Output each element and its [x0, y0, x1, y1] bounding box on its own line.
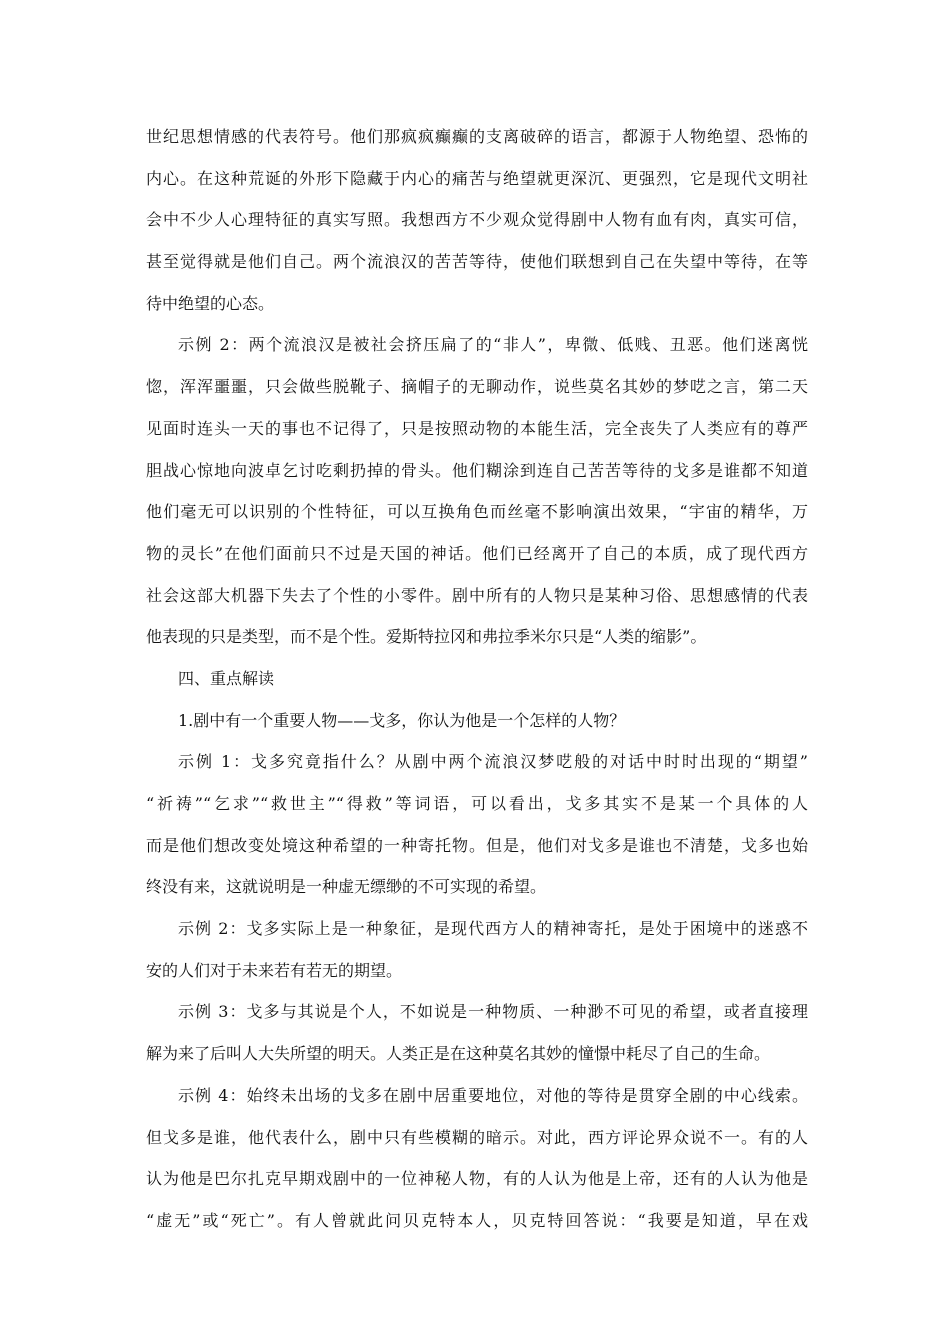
- text-line: 胆战心惊地向波卓乞讨吃剩扔掉的骨头。他们糊涂到连自己苦苦等待的戈多是谁都不知道: [146, 460, 808, 480]
- text-line: 甚至觉得就是他们自己。两个流浪汉的苦苦等待，使他们联想到自己在失望中等待，在等: [146, 252, 808, 272]
- text-line: 示例 2：戈多实际上是一种象征，是现代西方人的精神寄托，是处于困境中的迷惑不: [178, 919, 808, 939]
- text-line: 他们毫无可以识别的个性特征，可以互换角色而丝毫不影响演出效果，“宇宙的精华，万: [146, 502, 808, 522]
- text-line: 示例 3：戈多与其说是个人，不如说是一种物质、一种渺不可见的希望，或者直接理: [178, 1002, 808, 1022]
- body-text: [146, 116, 808, 1242]
- text-line: “虚无”或“死亡”。有人曾就此问贝克特本人，贝克特回答说：“我要是知道，早在戏: [146, 1210, 808, 1230]
- text-line: 终没有来，这就说明是一种虚无缥缈的不可实现的希望。: [146, 877, 547, 897]
- text-line: 世纪思想情感的代表符号。他们那疯疯癫癫的支离破碎的语言，都源于人物绝望、恐怖的: [146, 127, 808, 146]
- text-line: “祈祷”“乞求”“救世主”“得救”等词语，可以看出，戈多其实不是某一个具体的人: [146, 794, 808, 813]
- text-line: 示例 2：两个流浪汉是被社会挤压扁了的“非人”，卑微、低贱、丑恶。他们迷离恍: [178, 335, 808, 355]
- text-line: 内心。在这种荒诞的外形下隐藏于内心的痛苦与绝望就更深沉、更强烈，它是现代文明社: [146, 168, 808, 188]
- text-line: 但戈多是谁，他代表什么，剧中只有些模糊的暗示。对此，西方评论界众说不一。有的人: [146, 1127, 808, 1147]
- text-line: 1.剧中有一个重要人物——戈多，你认为他是一个怎样的人物？: [178, 710, 626, 730]
- text-line: 惚，浑浑噩噩，只会做些脱靴子、摘帽子的无聊动作，说些莫名其妙的梦呓之言，第二天: [146, 377, 808, 397]
- text-line: 四、重点解读: [178, 668, 275, 688]
- text-line: 示例 4：始终未出场的戈多在剧中居重要地位，对他的等待是贯穿全剧的中心线索。: [178, 1085, 808, 1105]
- text-line: 见面时连头一天的事也不记得了，只是按照动物的本能生活，完全丧失了人类应有的尊严: [146, 418, 808, 438]
- text-line: 待中绝望的心态。: [146, 293, 275, 313]
- text-line: 认为他是巴尔扎克早期戏剧中的一位神秘人物，有的人认为他是上帝，还有的人认为他是: [146, 1169, 808, 1189]
- text-line: 示例 1：戈多究竟指什么？从剧中两个流浪汉梦呓般的对话中时时出现的“期望”: [178, 752, 808, 772]
- text-line: 而是他们想改变处境这种希望的一种寄托物。但是，他们对戈多是谁也不清楚，戈多也始: [146, 835, 808, 855]
- text-line: 会中不少人心理特征的真实写照。我想西方不少观众觉得剧中人物有血有肉，真实可信，: [146, 210, 808, 230]
- text-line: 社会这部大机器下失去了个性的小零件。剧中所有的人物只是某种习俗、思想感情的代表: [146, 585, 808, 605]
- text-line: 他表现的只是类型，而不是个性。爱斯特拉冈和弗拉季米尔只是“人类的缩影”。: [146, 627, 707, 647]
- text-line: 解为来了后叫人大失所望的明天。人类正是在这种莫名其妙的憧憬中耗尽了自己的生命。: [146, 1044, 771, 1064]
- text-line: 安的人们对于未来若有若无的期望。: [146, 960, 403, 980]
- text-line: 物的灵长”在他们面前只不过是天国的神话。他们已经离开了自己的本质，成了现代西方: [146, 543, 808, 563]
